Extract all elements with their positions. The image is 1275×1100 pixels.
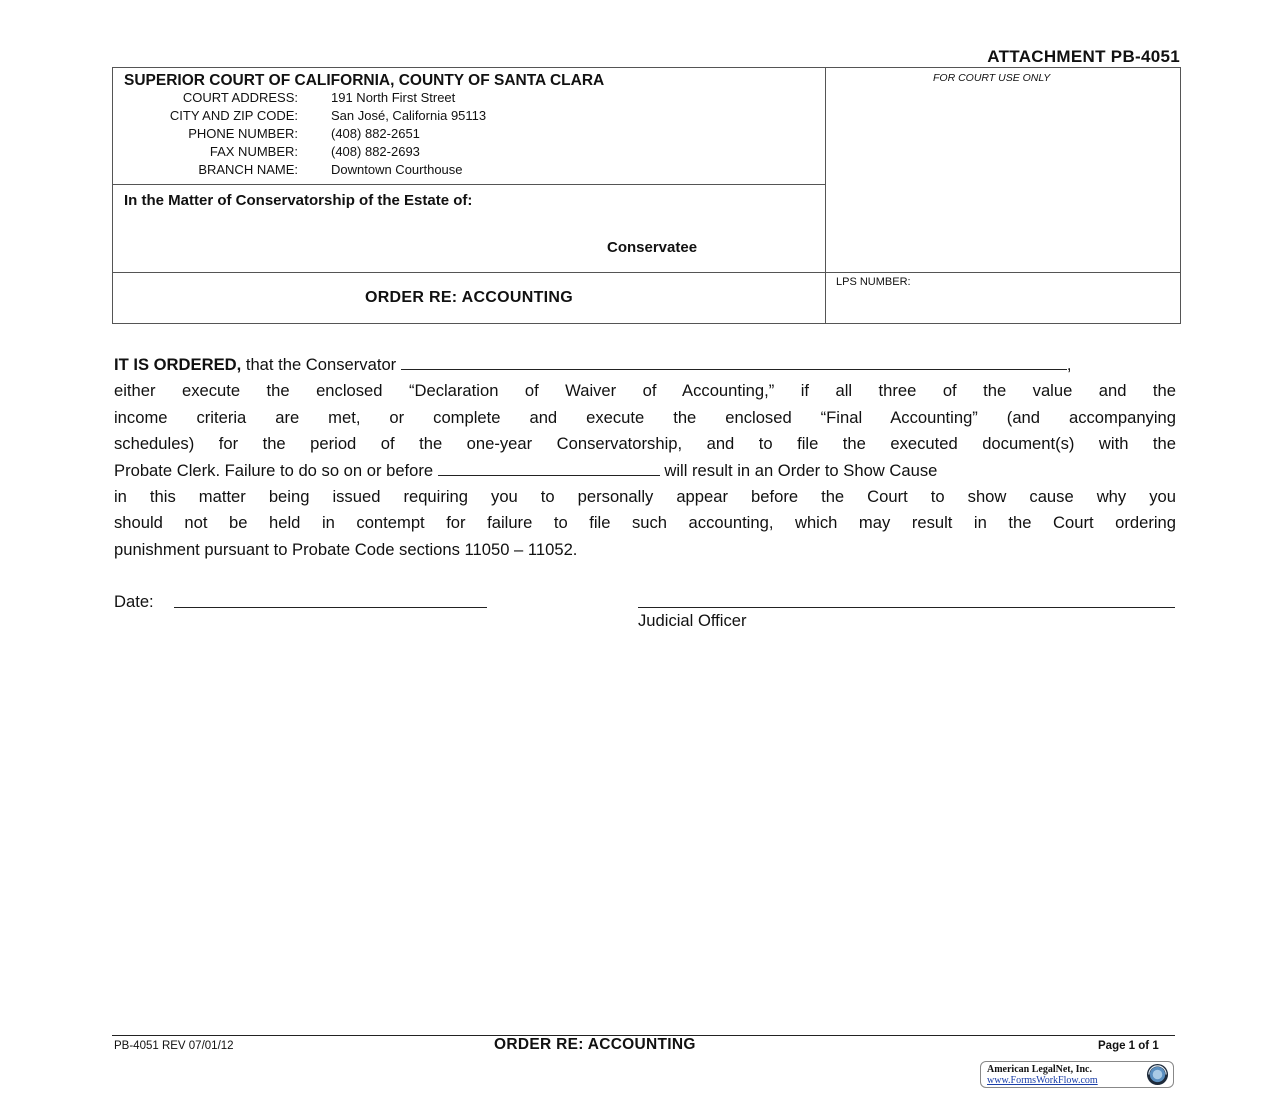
attachment-title: ATTACHMENT PB-4051 bbox=[987, 47, 1180, 66]
publisher-link[interactable]: www.FormsWorkFlow.com bbox=[987, 1075, 1098, 1086]
court-name: SUPERIOR COURT OF CALIFORNIA, COUNTY OF SANTA CLARA bbox=[124, 72, 605, 89]
caption-divider-court bbox=[113, 184, 825, 185]
body-line-3: income criteria are met, or complete and execute the enclosed “Final Accounting” (and accompanying bbox=[114, 407, 1176, 427]
lps-number-label: LPS NUMBER: bbox=[836, 276, 911, 288]
city-zip-label: CITY AND ZIP CODE: bbox=[169, 108, 298, 123]
body-line-2: either execute the enclosed “Declaration of Waiver of Accounting,” if all three of the value and the bbox=[114, 381, 1176, 401]
form-revision: PB-4051 REV 07/01/12 bbox=[114, 1040, 234, 1052]
page-number: Page 1 of 1 bbox=[1098, 1040, 1159, 1052]
body-line-5: Probate Clerk. Failure to do so on or before will result in an Order to Show Cause bbox=[114, 460, 938, 480]
city-zip-row bbox=[113, 108, 813, 126]
footer-title: ORDER RE: ACCOUNTING bbox=[494, 1036, 696, 1053]
caption-divider-title bbox=[113, 272, 1181, 273]
body-line-8: punishment pursuant to Probate Code sections 11050 – 11052. bbox=[114, 539, 578, 559]
body-line-6: in this matter being issued requiring you to personally appear before the Court to show cause why you bbox=[114, 486, 1176, 506]
order-title: ORDER RE: ACCOUNTING bbox=[364, 289, 574, 306]
conservator-name-blank[interactable] bbox=[401, 355, 1067, 370]
phone-value: (408) 882-2651 bbox=[331, 126, 420, 141]
court-address-value: 191 North First Street bbox=[331, 90, 456, 105]
caption-box bbox=[112, 67, 1181, 324]
ordered-lead: IT IS ORDERED, bbox=[114, 355, 242, 374]
branch-row bbox=[113, 162, 813, 180]
court-use-only-label: FOR COURT USE ONLY bbox=[933, 72, 1051, 84]
judicial-signature-field[interactable] bbox=[638, 607, 1175, 608]
court-address-label: COURT ADDRESS: bbox=[182, 90, 298, 105]
phone-row bbox=[113, 126, 813, 144]
body-line-1: IT IS ORDERED, that the Conservator , bbox=[114, 355, 1072, 374]
city-zip-value: San José, California 95113 bbox=[331, 108, 487, 123]
deadline-date-blank[interactable] bbox=[438, 461, 660, 476]
fax-row bbox=[113, 144, 813, 162]
phone-label: PHONE NUMBER: bbox=[188, 126, 298, 141]
globe-icon bbox=[1146, 1063, 1169, 1086]
conservatee-label: Conservatee bbox=[607, 239, 698, 256]
caption-divider-vertical bbox=[825, 68, 826, 324]
fax-value: (408) 882-2693 bbox=[331, 144, 420, 159]
branch-value: Downtown Courthouse bbox=[331, 162, 463, 177]
order-body bbox=[114, 352, 1176, 563]
publisher-logo[interactable] bbox=[980, 1061, 1174, 1088]
body-line-4: schedules) for the period of the one-year Conservatorship, and to file the executed document(s) with the bbox=[114, 434, 1176, 454]
judicial-officer-label: Judicial Officer bbox=[638, 611, 747, 630]
court-address-row bbox=[113, 90, 813, 108]
date-label: Date: bbox=[114, 592, 154, 611]
body-line-7: should not be held in contempt for failure to file such accounting, which may result in the Court ordering bbox=[114, 513, 1176, 533]
date-field[interactable] bbox=[174, 607, 487, 608]
fax-label: FAX NUMBER: bbox=[209, 144, 298, 159]
branch-label: BRANCH NAME: bbox=[198, 162, 298, 177]
publisher-name: American LegalNet, Inc. bbox=[987, 1064, 1092, 1075]
matter-label: In the Matter of Conservatorship of the Estate of: bbox=[124, 192, 473, 209]
